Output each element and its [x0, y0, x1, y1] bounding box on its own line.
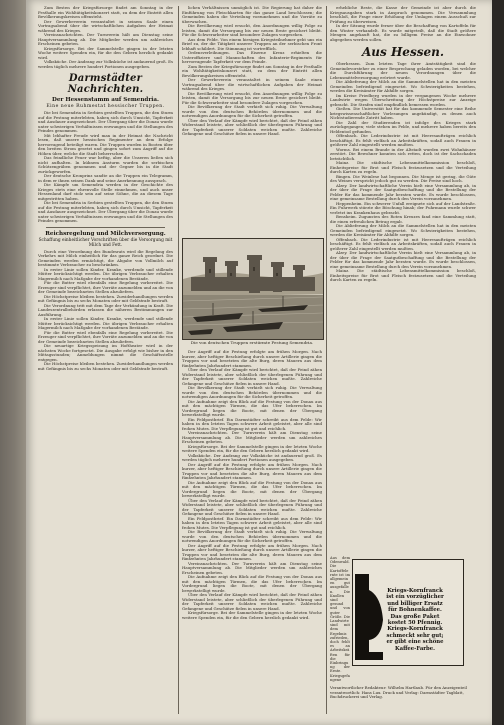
article-text: Kriegsfürsorge. Bei der Sammelstelle gingen in der letzten Woche weitere Spenden ein, für die den Gebern herzlich gedankt wird. [38, 45, 173, 60]
article-text: Über den Verlauf der Kämpfe wird berichtet, daß der Feind zähen Widerstand leistete, aber schließlich der überlegenen Führung und der Tapferkeit unserer Soldaten weichen mußte. Zahlreiche Gefangene und Geschütze fielen in unsere Hand. [182, 497, 322, 516]
article-text: In erster Linie sollen Kinder, Kranke, werdende und stillende Mütter berücksichtigt werden. Die übrigen Verbraucher erhalten Magermilch nach Maßgabe der vorhandenen Bestände. [38, 316, 173, 330]
article-subheadline: Schaffung einheitlicher Vorschriften über die Versorgung mit Milch und Fett. [38, 237, 173, 248]
article-text: Aus dem Felde. Von einem hiesigen Kriegsteilnehmer geht uns ein Brief zu, der die Tätigkeit unserer Truppen an der serbischen Front lebhaft schildert. Die Stimmung ist vortrefflich. [182, 36, 322, 51]
article-text: Mainz. Die städtische Lebensmittelkommission beschloß, Einheitspreise für Brot und Fleisch festzusetzen und die Verteilung durch Karten zu regeln. [330, 268, 476, 282]
article-text: Kriegsfürsorge. Bei der Sammelstelle gingen in der letzten Woche weitere Spenden ein, für die den Gebern herzlich gedankt wird. [182, 610, 322, 620]
article-text: Volksküche. Der Andrang zur Volksküche ist andauernd groß. Es werden täglich mehrere hundert Portionen ausgegeben. [182, 452, 322, 462]
article-text: Ein Feldpostbrief. Ein Darmstädter schreibt aus dem Felde: Wir haben in den letzten Tagen schwere Arbeit geleistet, aber alle sind frohen Mutes. Die Verpflegung ist gut und reichlich. [182, 515, 322, 530]
advertisement-kornfranck [352, 559, 464, 666]
article-text: Vereinsnachrichten. Der Turnverein hält am Dienstag seine Hauptversammlung ab. Die Mitglieder werden um zahlreiches Erscheinen gebeten. [38, 32, 173, 46]
article-text: Die Verordnung tritt mit dem Tage der Verkündung in Kraft. Die Landeszentralbehörden erlassen die näheren Bestimmungen zur Ausführung. [38, 302, 173, 317]
article-text: Die Aufnahme zeigt den Blick auf die Festung von der Donau aus mit den mächtigen Türmen, die das Ufer beherrschen. Im Vordergrund liegen die Boote, mit denen der Übergang bewerkstelligt wurde. [182, 398, 322, 417]
column-middle-top [182, 6, 322, 236]
article-text: erhebliche Reste, die Kasse der Gemeinde ist aber durch die Kriegsausgaben stark in Anspruch genommen. Die Versammlung beschloß, die Frage einer Erhöhung der Umlagen einem Ausschuß zur Prüfung zu überweisen. [330, 6, 476, 24]
article-text: Die Aufnahme zeigt den Blick auf die Festung von der Donau aus mit den mächtigen Türmen, die das Ufer beherrschen. Im Vordergrund liegen die Boote, mit denen der Übergang bewerkstelligt wurde. [182, 574, 322, 593]
divider [46, 227, 165, 228]
article-text: Vereinsnachrichten. Der Turnverein hält am Dienstag seine Hauptversammlung ab. Die Mitglieder werden um zahlreiches Erscheinen gebeten. [182, 560, 322, 575]
ad-side-text [330, 556, 350, 682]
ad-line: für Bohnenkaffee. [388, 607, 442, 614]
article-text: Alzey. Der landwirtschaftliche Verein hielt eine Versammlung ab, in der über die Frage der Saatgutbeschaffung und die Bestellung der Felder für das kommende Jahr beraten wurde. Es wurde beschlossen, eine gemeinsame Bestellung durch den Verein vorzunehmen. [330, 182, 476, 201]
article-text: In der Sitzung wurde ferner über die Beschaffung von Kartoffeln für den Winter verhandelt. Es wurde mitgeteilt, daß die Stadt größere Mengen angekauft hat, die zu billigem Preise an die Einwohner abgegeben werden sollen. [330, 23, 476, 42]
article-headline: Reichsregelung und Milchversorgung. [45, 230, 166, 237]
article-text: Die Bevölkerung der Stadt verhielt sich ruhig. Die Verwaltung wurde von den deutschen Behörden übernommen und die notwendigen Anordnungen für die Sicherheit getroffen. [182, 104, 322, 118]
article-text: Die bei Semendria in Serbien gestellten Truppen, die den Sturm auf die Festung miterlebten, haben sich durch Umsicht, Tapferkeit und Ausdauer ausgezeichnet. Der Übergang über die Donau wurde unter schwierigen Verhältnissen erzwungen und die Stellungen des Feindes genommen. [38, 110, 173, 133]
article-text: Bingen. Die Weinlese hat begonnen. Die Menge ist gering, die Güte des Weines verspricht jedoch gut zu werden. Die Preise sind hoch. [330, 173, 476, 183]
article-text: Die Bevölkerung wird ersucht, den Anordnungen willig Folge zu leisten, damit die Versorgung bis zur neuen Ernte gesichert bleibt. Für die Schwerarbeiter sind besondere Zulagen vorgesehen. [182, 90, 322, 105]
article-text: Die Höchstpreise bleiben bestehen. Zuwiderhandlungen werden mit Gefängnis bis zu sechs Monaten oder mit Geldstrafe bestraft. [38, 293, 173, 303]
article-text: Offenbach. Die Lederindustrie ist mit Heeresaufträgen reichlich beschäftigt. Es fehlt vielfach an Arbeitskräften, sodaß auch Frauen in größerer Zahl eingestellt werden mußten. [330, 236, 476, 251]
article-text: Ein Feldpostbrief. Ein Darmstädter schreibt aus dem Felde: Wir haben in den letzten Tagen schwere Arbeit geleistet, aber alle sind frohen Mutes. Die Verpflegung ist gut und reichlich. [182, 416, 322, 431]
article-text: Die Bevölkerung wird ersucht, den Anordnungen willig Folge zu leisten, damit die Versorgung bis zur neuen Ernte gesichert bleibt. Für die Schwerarbeiter sind besondere Zulagen vorgesehen. [182, 23, 322, 37]
article-text: Über den Verlauf der Kämpfe wird berichtet, daß der Feind zähen Widerstand leistete, aber schließlich der überlegenen Führung und der Tapferkeit unserer Soldaten weichen mußte. Zahlreiche Gefangene und Geschütze fielen in unsere Hand. [182, 117, 322, 136]
article-text: Die Zahl der Studierenden ist infolge des Krieges stark zurückgegangen; viele stehen im Felde, und mehrere haben bereits den Heldentod gefunden. [330, 119, 476, 134]
column-right [330, 6, 476, 554]
column-rule [326, 6, 327, 714]
article-text: lichen Verhältnissen unmöglich ist. Die Regierung hat daher die Einführung von Fleischkarten für das ganze Land beschlossen; die Gemeinden haben die Verteilung vorzunehmen und die Vorräte zu überwachen. [182, 6, 322, 24]
article-headline: Der Hessenstamm auf Semendria. [52, 97, 159, 103]
article-text: Das feindliche Feuer war heftig, aber die Unseren ließen sich nicht aufhalten. In kühnem Ansturm wurden die serbischen Schützengräben genommen und der Gegner bis in die Stadt zurückgeworfen. [38, 155, 173, 174]
ad-line: Kaffee-Farbe. [395, 645, 435, 652]
fortress-illustration [182, 238, 324, 340]
article-text: Kriegsfürsorge. Bei der Sammelstelle gingen in der letzten Woche weitere Spenden ein, für die den Gebern herzlich gedankt wird. [182, 443, 322, 453]
ad-line: Das große Paket [390, 613, 440, 620]
article-text: Der Angriff auf die Festung erfolgte am frühen Morgen. Nach kurzer, aber heftiger Beschießung durch unsere Artillerie gingen die Truppen vor und besetzten die alte Burg, deren Mauern aus dem fünfzehnten Jahrhundert stammen. [182, 350, 322, 368]
ad-line: schmeckt sehr gut; [386, 632, 444, 639]
article-text: Die Bevölkerung der Stadt verhielt sich ruhig. Die Verwaltung wurde von den deutschen Behörden übernommen und die notwendigen Anordnungen für die Sicherheit getroffen. [182, 385, 322, 399]
section-title: Aus Hessen. [362, 45, 444, 59]
article-text: Der Angriff auf die Festung erfolgte am frühen Morgen. Nach kurzer, aber heftiger Beschießung durch unsere Artillerie gingen die Truppen vor und besetzten die alte Burg, deren Mauern aus dem fünfzehnten Jahrhundert stammen. [182, 461, 322, 480]
article-text: Worms. Bei einem Brande in der Altstadt wurden zwei Wohnhäuser zerstört. Die Bewohner konnten sich retten, doch ist der Sachschaden beträchtlich. [330, 146, 476, 161]
section-title: Darmstädter Nachrichten. [67, 73, 144, 95]
article-text: Der Angriff auf die Festung erfolgte am frühen Morgen. Nach kurzer, aber heftiger Beschießung durch unsere Artillerie gingen die Truppen vor und besetzten die alte Burg, deren Mauern aus dem fünfzehnten Jahrhundert stammen. [182, 542, 322, 561]
article-text: Mainz. Die städtische Lebensmittelkommission beschloß, Einheitspreise für Brot und Fleisch festzusetzen und die Verteilung durch Karten zu regeln. [330, 160, 476, 174]
article-text: Die Bevölkerung der Stadt verhielt sich ruhig. Die Verwaltung wurde von den deutschen Behörden übernommen und die notwendigen Anordnungen für die Sicherheit getroffen. [182, 529, 322, 543]
article-text: Die Höchstpreise bleiben bestehen. Zuwiderhandlungen werden mit Gefängnis bis zu sechs Monaten oder mit Geldstrafe bestraft. [38, 361, 173, 371]
ad-line: kostet 50 Pfennig. [387, 620, 443, 627]
article-text: Über den Verlauf der Kämpfe wird berichtet, daß der Feind zähen Widerstand leistete, aber schließlich der überlegenen Führung und der Tapferkeit unserer Soldaten weichen mußte. Zahlreiche Gefangene und Geschütze fielen in unsere Hand. [182, 367, 322, 386]
column-middle-bottom [182, 350, 322, 714]
article-text: Vereinsnachrichten. Der Turnverein hält am Dienstag seine Hauptversammlung ab. Die Mitglieder werden um zahlreiches Erscheinen gebeten. [182, 430, 322, 444]
article-text: Bensheim. Zugunsten des Roten Kreuzes fand eine Sammlung statt, die einen erfreulichen Betrag ergab. [330, 214, 476, 224]
column-left [38, 6, 173, 371]
article-subheadline: Eine neue Ruhmestat hessischer Truppen. [46, 104, 165, 109]
article-text: Der Gewerbeverein veranstaltet in seinem Saale einen Vortragsabend über die wirtschaftlichen Aufgaben der Heimat während des Krieges. [38, 18, 173, 33]
article-text: Die Ablieferung der Milch an die Sammelstellen hat in den meisten Gemeinden befriedigend eingesetzt. Wo Schwierigkeiten bestehen, werden die Kreisämter für Abhilfe sorgen. [330, 79, 476, 93]
article-text: Zum Besten der Kriegsfürsorge findet am Sonntag in der Festhalle ein Wohltätigkeitskonzert statt, zu dem der Eintritt allen Bevölkerungskreisen offensteht. [182, 63, 322, 78]
article-text: Im Kreise Friedberg wurden in der vergangenen Woche mehrere Landwirte wegen Überschreitung der Höchstpreise zur Anzeige gebracht. Die Strafen sind empfindlich bemessen worden. [330, 92, 476, 107]
ad-line: Kriegs-Kornfranck [387, 588, 443, 594]
article-text: Heppenheim. Ein schwerer Unfall ereignete sich auf der Landstraße. Ein Fuhrwerk stürzte die Böschung hinab; der Fuhrmann wurde schwer verletzt ins Krankenhaus gebracht. [330, 200, 476, 215]
article-text: Die neuartige Kriegsspeisung im Hoftheater wird in der nächsten Woche fortgesetzt. Die Ausgabe erfolgt wie bisher in den Mittagsstunden; Anmeldungen nimmt die Geschäftsstelle entgegen. [38, 343, 173, 362]
article-text: Die bei Semendria in Serbien gestellten Truppen, die den Sturm auf die Festung miterlebten, haben sich durch Umsicht, Tapferkeit und Ausdauer ausgezeichnet. Der Übergang über die Donau wurde unter schwierigen Verhältnissen erzwungen und die Stellungen des Feindes genommen. [38, 200, 173, 223]
article-text: Alzey. Der landwirtschaftliche Verein hielt eine Versammlung ab, in der über die Frage der Saatgutbeschaffung und die Bestellung der Felder für das kommende Jahr beraten wurde. Es wurde beschlossen, eine gemeinsame Bestellung durch den Verein vorzunehmen. [330, 250, 476, 269]
ad-line: Kriegs-Kornfranck [387, 626, 443, 633]
ad-line: er gibt eine schöne [386, 639, 444, 646]
article-text: Über den Verlauf der Kämpfe wird berichtet, daß der Feind zähen Widerstand leistete, aber schließlich der überlegenen Führung und der Tapferkeit unserer Soldaten weichen mußte. Zahlreiche Gefangene und Geschütze fielen in unsere Hand. [182, 592, 322, 611]
article-text: Mit lebhafter Freude wird man in der Heimat die Nachricht lesen, daß unsere hessischen Regimenter an dem Erfolge hervorragend beteiligt waren. Die Truppen wurden in Booten über den breiten Strom gesetzt und gingen sofort zum Angriff auf die Höhen über, welche die Stadt beherrschen. [38, 132, 173, 156]
article-text: Gießen. Die Universität hat für das kommende Semester eine Reihe kriegswissenschaftlicher Vorlesungen angekündigt, zu denen auch Nichtstudierende Zutritt haben. [330, 106, 476, 120]
article-text: Die Aufnahme zeigt den Blick auf die Festung von der Donau aus mit den mächtigen Türmen, die das Ufer beherrschen. Im Vordergrund liegen die Boote, mit denen der Übergang bewerkstelligt wurde. [182, 479, 322, 498]
article-text: In erster Linie sollen Kinder, Kranke, werdende und stillende Mütter berücksichtigt werden. Die übrigen Verbraucher erhalten Magermilch nach Maßgabe der vorhandenen Bestände. [38, 266, 173, 281]
ad-line: und billiger Ersatz [387, 600, 443, 607]
article-text: Ordensverleihungen. Das Eiserne Kreuz erhielten die Unteroffiziere und Mannschaften des Infanterie-Regiments für hervorragende Tapferkeit vor dem Feinde. [182, 50, 322, 64]
imprint-footer: Verantwortlicher Redakteur: Wilhelm Hartlaub. Für den Anzeigenteil verantwortlich: Hans Lux. Druck und Verlag: Darmstädter Tagblatt, Buchdruckerei und Verlag. [330, 685, 467, 699]
article-text: Aus dem Odenwald. Die Kartoffelernte ist im allgemeinen gut ausgefallen. Die Knollen sind gesund und von guter Größe. Die Landwirte sind mit dem Ergebnis zufrieden, doch fehlt es an Arbeitskräften für die Einbringung der Ernte. Kriegsgefangene [330, 556, 350, 682]
article-text: Die Kämpfe um Semendria werden in der Geschichte des Krieges stets eine ehrenvolle Stelle einnehmen, und auch unser Hessenland darf stolz sein auf seine Söhne, die an diesem Tage mitgestritten haben. [38, 182, 173, 201]
article-text: Für die Butter wird ebenfalls eine Regelung vorbereitet. Die Erzeuger sind verpflichtet, ihre Vorräte anzumelden und an die von der Gemeinde bezeichneten Stellen abzuliefern. [38, 280, 173, 294]
column-rule [178, 6, 179, 714]
article-text: Offenbach. Die Lederindustrie ist mit Heeresaufträgen reichlich beschäftigt. Es fehlt vielfach an Arbeitskräften, sodaß auch Frauen in größerer Zahl eingestellt werden mußten. [330, 133, 476, 147]
illustration-caption: Die von deutschen Truppen erstürmte Festung Semendria. [190, 340, 314, 345]
article-text: Volksküche. Der Andrang zur Volksküche ist andauernd groß. Es werden täglich mehrere hundert Portionen ausgegeben. [38, 59, 173, 69]
article-text: Die Ablieferung der Milch an die Sammelstellen hat in den meisten Gemeinden befriedigend eingesetzt. Wo Schwierigkeiten bestehen, werden die Kreisämter für Abhilfe sorgen. [330, 223, 476, 237]
ad-line: ist ein vorzüglicher [386, 594, 444, 601]
article-text: Der deutsche Kronprinz sandte an die Truppen ein Telegramm, in dem er ihnen seinen Dank und seine Anerkennung aussprach. [38, 173, 173, 183]
article-text: Oberhessen. Zum letzten Tage ihrer Amtstätigkeit sind die Gemeindevorsteher zu einer Besprechung geladen worden, bei welcher die Durchführung der neuen Verordnungen über die Lebensmittelversorgung erörtert wurde. [330, 61, 476, 80]
article-text: Durch eine Verordnung des Bundesrats wird die Regelung des Verkehrs mit Milch einheitlich für das ganze Reich geordnet. Die Gemeinden werden ermächtigt, die Abgabe von Vollmilch auf bestimmte Verbraucher zu beschränken. [38, 248, 173, 267]
article-text: Zum Besten der Kriegsfürsorge findet am Sonntag in der Festhalle ein Wohltätigkeitskonzert statt, zu dem der Eintritt allen Bevölkerungskreisen offensteht. [38, 5, 173, 19]
article-text: Für die Butter wird ebenfalls eine Regelung vorbereitet. Die Erzeuger sind verpflichtet, ihre Vorräte anzumelden und an die von der Gemeinde bezeichneten Stellen abzuliefern. [38, 329, 173, 344]
article-text: Der Gewerbeverein veranstaltet in seinem Saale einen Vortragsabend über die wirtschaftlichen Aufgaben der Heimat während des Krieges. [182, 77, 322, 91]
